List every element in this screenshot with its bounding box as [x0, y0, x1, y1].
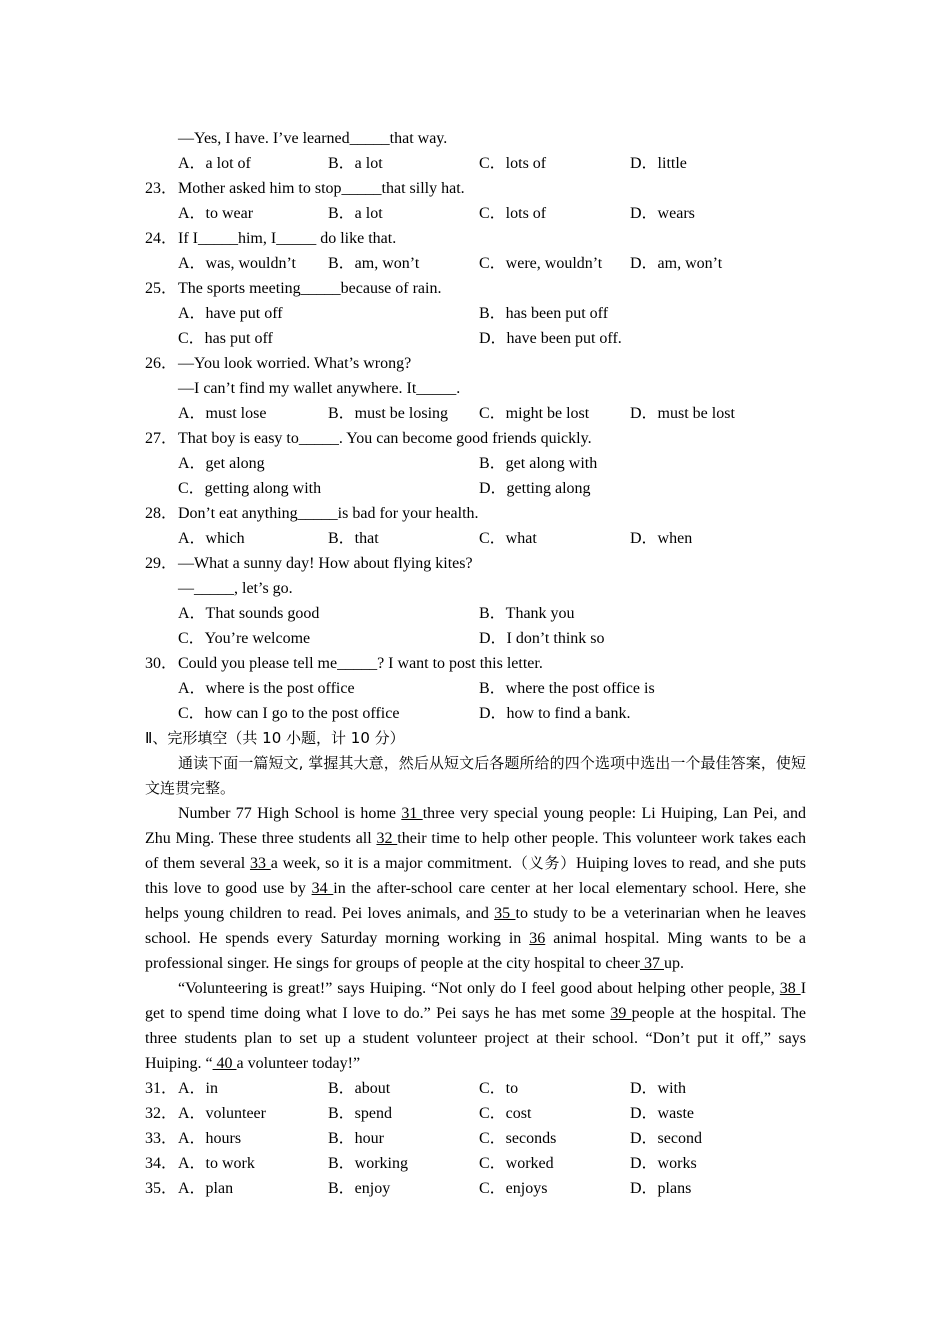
question-26-options	[0, 401, 950, 426]
question-number: 25．	[145, 280, 178, 297]
passage-text: I get to spend time doing what I love to do.” Pei says he has met some	[145, 980, 807, 1022]
question-26	[0, 351, 950, 376]
blank-37: 37	[640, 955, 664, 972]
passage-text: “Volunteering is great!” says Huiping. “Not only do I feel good about helping other people,	[178, 980, 780, 997]
question-27-options-row2	[0, 476, 950, 501]
question-26-stem-2	[0, 376, 950, 401]
option-c: C．enjoys	[479, 1180, 548, 1197]
option-d: D．have been put off.	[479, 330, 622, 347]
passage-text: three very special young people: Li Huiping, Lan Pei, and Zhu Ming. These three students all	[145, 805, 807, 847]
question-28-options	[0, 526, 950, 551]
question-27	[0, 426, 950, 451]
question-30	[0, 651, 950, 676]
cloze-question-33	[0, 1126, 950, 1151]
option-a: A．was, wouldn’t	[178, 255, 296, 272]
passage-paragraph-1	[145, 801, 806, 976]
question-29-options-row1	[0, 601, 950, 626]
exam-page	[0, 126, 950, 1201]
blank-39: 39	[610, 1005, 632, 1022]
question-30-options-row2	[0, 701, 950, 726]
passage-text: Number 77 High School is home	[178, 805, 402, 822]
option-c: C．You’re welcome	[178, 630, 311, 647]
option-a: A．That sounds good	[178, 605, 320, 622]
option-b: B．that	[328, 530, 379, 547]
option-c: C．were, wouldn’t	[479, 255, 603, 272]
blank-38: 38	[779, 980, 801, 997]
stem: —Yes, I have. I’ve learned_____that way.	[178, 130, 448, 147]
option-b: B．Thank you	[479, 605, 575, 622]
question-number: 34．	[145, 1155, 178, 1172]
passage-text: people at the hospital. The three students plan to set up a student volunteer project at their school. “Don’t put it off,” says Huiping. “	[145, 1005, 807, 1072]
section-title: Ⅱ、完形填空（共 10 小题，计 10 分）	[145, 729, 405, 747]
passage-text: to study to be a veterinarian when he leaves school. He spends every Saturday morning working in	[145, 905, 806, 947]
stem: Could you please tell me_____? I want to post this letter.	[178, 655, 543, 672]
option-b: B．am, won’t	[328, 255, 420, 272]
stem: Mother asked him to stop_____that silly hat.	[178, 180, 465, 197]
question-24-options	[0, 251, 950, 276]
passage-text: animal hospital. Ming wants to be a professional singer. He sings for groups of people at the city hospital to cheer	[145, 930, 806, 972]
section-instruction: 通读下面一篇短文, 掌握其大意，然后从短文后各题所给的四个选项中选出一个最佳答案，使短文连贯完整。	[145, 754, 806, 797]
option-c: C．how can I go to the post office	[178, 705, 400, 722]
passage-text: in the after-school care center at her local elementary school. Here, she helps young children to read. Pei loves animals, and	[145, 880, 807, 922]
option-c: C．worked	[479, 1155, 554, 1172]
option-a: A．where is the post office	[178, 680, 355, 697]
question-22-options	[0, 151, 950, 176]
option-d: D．little	[630, 155, 687, 172]
option-b: B．a lot	[328, 155, 383, 172]
option-b: B．enjoy	[328, 1180, 391, 1197]
option-c: C．lots of	[479, 205, 547, 222]
passage-text: a week, so it is a major commitment.	[270, 855, 513, 872]
option-b: B．hour	[328, 1130, 385, 1147]
option-c: C．might be lost	[479, 405, 590, 422]
option-b: B．where the post office is	[479, 680, 655, 697]
cloze-question-32	[0, 1101, 950, 1126]
option-b: B．spend	[328, 1105, 393, 1122]
blank-34: 34	[311, 880, 334, 897]
option-d: D．with	[630, 1080, 687, 1097]
passage-text: Huiping loves to read, and she puts this love to good use by	[145, 855, 806, 897]
passage-text: a volunteer today!”	[236, 1055, 361, 1072]
option-b: B．about	[328, 1080, 391, 1097]
option-d: D．must be lost	[630, 405, 735, 422]
question-25-options-row2	[0, 326, 950, 351]
question-30-options-row1	[0, 676, 950, 701]
question-25-options-row1	[0, 301, 950, 326]
stem: Don’t eat anything_____is bad for your health.	[178, 505, 479, 522]
option-a: A．which	[178, 530, 245, 547]
option-c: C．getting along with	[178, 480, 322, 497]
question-23	[0, 176, 950, 201]
cloze-question-35	[0, 1176, 950, 1201]
option-d: D．works	[630, 1155, 697, 1172]
option-d: D．wears	[630, 205, 695, 222]
question-23-options	[0, 201, 950, 226]
question-number: 35．	[145, 1180, 178, 1197]
blank-32: 32	[376, 830, 398, 847]
question-24	[0, 226, 950, 251]
question-29-options-row2	[0, 626, 950, 651]
stem: The sports meeting_____because of rain.	[178, 280, 442, 297]
option-c: C．seconds	[479, 1130, 557, 1147]
passage-text: up.	[664, 955, 684, 972]
cloze-question-31	[0, 1076, 950, 1101]
option-a: A．hours	[178, 1130, 242, 1147]
passage-text: their time to help other people. This volunteer work takes each of them several	[145, 830, 807, 872]
option-d: D．plans	[630, 1180, 692, 1197]
option-a: A．volunteer	[178, 1105, 266, 1122]
question-number: 32．	[145, 1105, 178, 1122]
question-number: 30．	[145, 655, 178, 672]
option-a: A．to wear	[178, 205, 254, 222]
option-d: D．getting along	[479, 480, 591, 497]
option-b: B．get along with	[479, 455, 598, 472]
question-29	[0, 551, 950, 576]
blank-31: 31	[401, 805, 423, 822]
option-a: A．must lose	[178, 405, 267, 422]
question-number: 23．	[145, 180, 178, 197]
option-c: C．has put off	[178, 330, 273, 347]
option-b: B．working	[328, 1155, 409, 1172]
option-a: A．to work	[178, 1155, 255, 1172]
option-b: B．must be losing	[328, 405, 449, 422]
option-a: A．in	[178, 1080, 219, 1097]
stem-line-2: —I can’t find my wallet anywhere. It_____.	[178, 380, 461, 397]
option-b: B．a lot	[328, 205, 383, 222]
option-c: C．cost	[479, 1105, 532, 1122]
blank-36: 36	[529, 930, 546, 947]
question-28	[0, 501, 950, 526]
passage-paragraph-2	[145, 976, 806, 1076]
question-number: 29．	[145, 555, 178, 572]
option-c: C．lots of	[479, 155, 547, 172]
stem-line-2: —_____, let’s go.	[178, 580, 293, 597]
annotation-text: （义务）	[512, 854, 577, 872]
option-d: D．when	[630, 530, 693, 547]
option-d: D．how to find a bank.	[479, 705, 631, 722]
option-a: A．get along	[178, 455, 265, 472]
question-number: 27．	[145, 430, 178, 447]
option-a: A．a lot of	[178, 155, 251, 172]
option-d: D．am, won’t	[630, 255, 723, 272]
option-a: A．have put off	[178, 305, 283, 322]
stem-line-1: —What a sunny day! How about flying kites?	[178, 555, 473, 572]
question-29-stem-2	[0, 576, 950, 601]
question-number: 33．	[145, 1130, 178, 1147]
blank-33: 33	[249, 855, 271, 872]
option-c: C．what	[479, 530, 537, 547]
blank-35: 35	[494, 905, 516, 922]
question-number: 28．	[145, 505, 178, 522]
question-27-options-row1	[0, 451, 950, 476]
question-number: 24．	[145, 230, 178, 247]
blank-40: 40	[212, 1055, 237, 1072]
question-25	[0, 276, 950, 301]
cloze-question-34	[0, 1151, 950, 1176]
option-d: D．second	[630, 1130, 702, 1147]
option-b: B．has been put off	[479, 305, 609, 322]
stem-line-1: —You look worried. What’s wrong?	[178, 355, 412, 372]
question-number: 31．	[145, 1080, 178, 1097]
stem: If I_____him, I_____ do like that.	[178, 230, 397, 247]
option-c: C．to	[479, 1080, 519, 1097]
stem: That boy is easy to_____. You can become good friends quickly.	[178, 430, 592, 447]
option-d: D．I don’t think so	[479, 630, 605, 647]
section-heading	[0, 726, 950, 751]
option-d: D．waste	[630, 1105, 694, 1122]
option-a: A．plan	[178, 1180, 234, 1197]
question-number: 26．	[145, 355, 178, 372]
question-22-stem	[0, 126, 950, 151]
